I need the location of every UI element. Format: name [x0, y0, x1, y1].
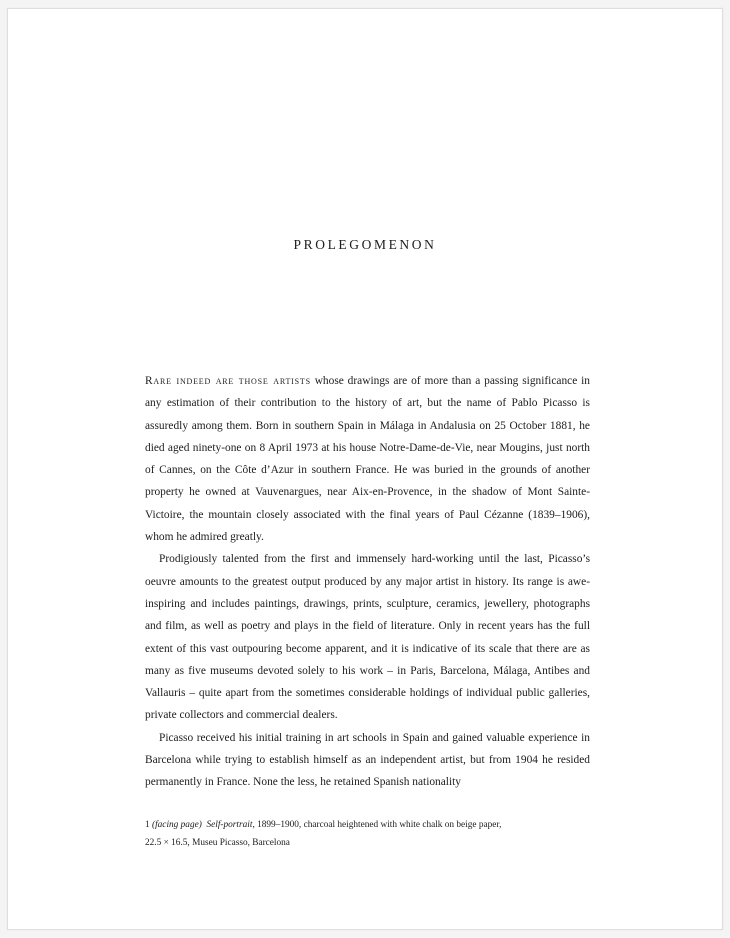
- artwork-details: , 1899–1900, charcoal heightened with white chalk on beige paper,: [252, 820, 502, 830]
- paragraph-1: [145, 370, 590, 548]
- opening-small-caps: Rare indeed are those artists: [145, 375, 311, 387]
- figure-number: 1: [145, 820, 150, 830]
- book-page: [7, 8, 723, 930]
- body-text: [145, 370, 590, 794]
- caption-line-1: [145, 816, 605, 834]
- facing-page-note: (facing page): [151, 820, 202, 830]
- caption-line-2: 22.5 × 16.5, Museu Picasso, Barcelona: [145, 838, 290, 848]
- paragraph-1-text: whose drawings are of more than a passing significance in any estimation of their contribution to the history of art, but the name of Pablo Picasso is assuredly among them. Born in southern Spain in Málaga in Andalusia on 25 October 1881, he died aged ninety-one on 8 April 1973 at his house Notre-Dame-de-Vie, near Mougins, just north of Cannes, on the Côte d’Azur in southern France. He was buried in the grounds of another property he owned at Vauvenargues, near Aix-en-Provence, in the shadow of Mont Sainte-Victoire, the mountain closely associated with the final years of Paul Cézanne (1839–1906), whom he admired greatly.: [145, 375, 590, 544]
- artwork-title: Self-portrait: [206, 820, 253, 830]
- figure-caption: [145, 816, 605, 852]
- paragraph-3: Picasso received his initial training in art schools in Spain and gained valuable experience in Barcelona while trying to establish himself as an independent artist, but from 1904 he resided permanently in France. None the less, he retained Spanish nationality: [145, 731, 590, 789]
- paragraph-2: Prodigiously talented from the first and immensely hard-working until the last, Picasso’s oeuvre amounts to the greatest output produced by any major artist in history. Its range is awe-inspiring and includes paintings, drawings, prints, sculpture, ceramics, jewellery, photographs and film, as well as poetry and plays in the field of literature. Only in recent years has the full extent of this vast outpouring become apparent, and it is indicative of its scale that there are as many as five museums devoted solely to his work – in Paris, Barcelona, Málaga, Antibes and Vallauris – quite apart from the sometimes considerable holdings of individual public galleries, private collectors and commercial dealers.: [145, 553, 590, 722]
- chapter-title: PROLEGOMENON: [293, 237, 437, 252]
